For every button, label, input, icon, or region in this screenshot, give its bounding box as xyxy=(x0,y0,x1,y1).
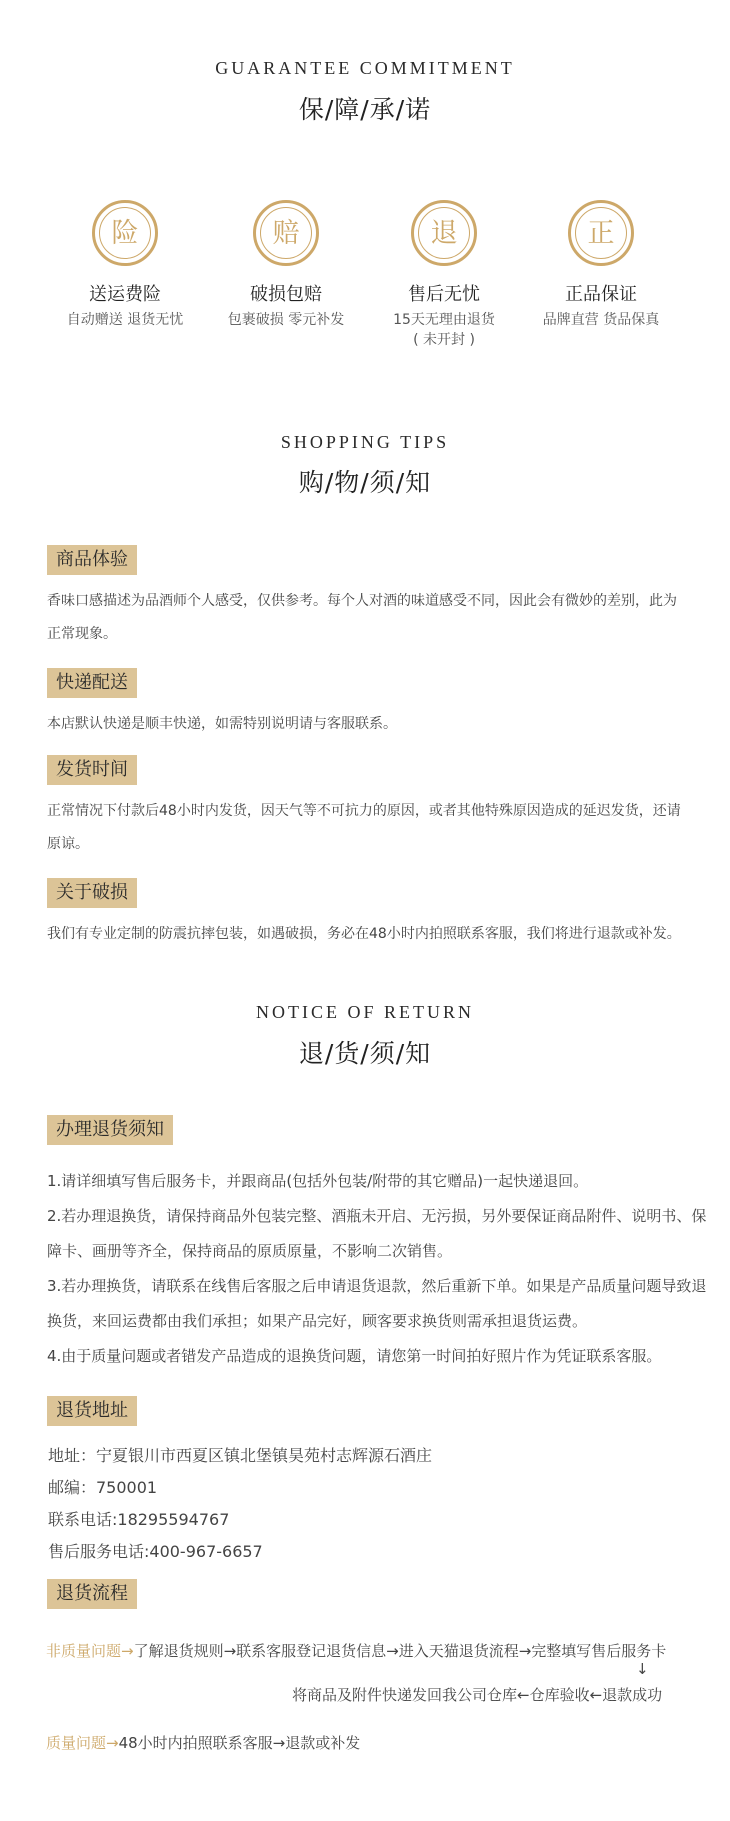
guarantee-item-shipping-insurance xyxy=(45,200,205,330)
guarantee-item-title: 正品保证 xyxy=(565,284,637,305)
tip-text-damage: 我们有专业定制的防震抗摔包装，如遇破损，务必在48小时内拍照联系客服，我们将进行退款或补发。 xyxy=(47,926,681,942)
guarantee-item-after-sales xyxy=(364,200,524,350)
return-flow-tag: 退货流程 xyxy=(47,1579,137,1609)
tip-text-product-experience: 香味口感描述为品酒师个人感受，仅供参考。每个人对酒的味道感受不同，因此会有微妙的差别，此为正常现象。 xyxy=(47,593,677,642)
guarantee-title-cn: 保/障/承/诺 xyxy=(298,95,432,124)
return-flow-quality xyxy=(46,1732,360,1753)
insurance-icon: 险 xyxy=(92,200,158,266)
return-title-en: NOTICE OF RETURN xyxy=(256,1002,474,1022)
return-procedure-item: 3.若办理换货，请联系在线售后客服之后申请退货退款，然后重新下单。如果是产品质量问题导致退换货，来回运费都由我们承担；如果产品完好，顾客要求换货则需承担退货运费。 xyxy=(47,1277,707,1330)
return-procedure-item: 4.由于质量问题或者错发产品造成的退换货问题，请您第一时间拍好照片作为凭证联系客服。 xyxy=(47,1347,662,1365)
guarantee-title-en: GUARANTEE COMMITMENT xyxy=(215,58,515,78)
guarantee-item-authentic xyxy=(521,200,681,330)
return-postcode: 邮编：750001 xyxy=(48,1478,158,1497)
down-arrow-icon: ↓ xyxy=(636,1660,649,1678)
compensation-icon: 赔 xyxy=(253,200,319,266)
return-flow-non-quality-2: 将商品及附件快递发回我公司仓库←仓库验收←退款成功 xyxy=(292,1686,663,1704)
return-address-tag: 退货地址 xyxy=(47,1396,137,1426)
return-flow-non-quality xyxy=(46,1640,666,1661)
return-phone: 联系电话:18295594767 xyxy=(48,1510,230,1529)
tip-tag-product-experience: 商品体验 xyxy=(47,545,137,575)
guarantee-item-desc-note: ( 未开封 ) xyxy=(413,332,475,348)
return-procedure-list xyxy=(47,1164,707,1374)
quality-steps: 48小时内拍照联系客服→退款或补发 xyxy=(118,1734,361,1752)
guarantee-item-desc: 品牌直营 货品保真 xyxy=(542,312,660,328)
guarantee-item-desc: 自动赠送 退货无忧 xyxy=(66,312,184,328)
non-quality-steps: 了解退货规则→联系客服登记退货信息→进入天猫退货流程→完整填写售后服务卡 xyxy=(133,1642,667,1660)
return-icon: 退 xyxy=(411,200,477,266)
tip-tag-damage: 关于破损 xyxy=(47,878,137,908)
guarantee-item-desc: 包裹破损 零元补发 xyxy=(227,312,345,328)
return-service-phone: 售后服务电话:400-967-6657 xyxy=(48,1542,263,1561)
return-address: 地址：宁夏银川市西夏区镇北堡镇昊苑村志辉源石酒庄 xyxy=(48,1446,433,1465)
guarantee-item-title: 售后无忧 xyxy=(408,284,480,305)
tip-tag-delivery: 快递配送 xyxy=(47,668,137,698)
return-procedure-tag: 办理退货须知 xyxy=(47,1115,173,1145)
guarantee-item-damage-compensation xyxy=(206,200,366,330)
guarantee-item-title: 送运费险 xyxy=(89,284,161,305)
guarantee-item-title: 破损包赔 xyxy=(250,284,322,305)
return-procedure-item: 1.请详细填写售后服务卡，并跟商品(包括外包装/附带的其它赠品)一起快递退回。 xyxy=(47,1172,589,1190)
quality-label: 质量问题→ xyxy=(46,1734,119,1752)
shopping-tips-title-cn: 购/物/须/知 xyxy=(298,468,432,497)
shopping-tips-title-en: SHOPPING TIPS xyxy=(280,432,450,452)
tip-text-delivery: 本店默认快递是顺丰快递，如需特别说明请与客服联系。 xyxy=(47,716,397,732)
guarantee-item-desc: 15天无理由退货 xyxy=(393,312,495,328)
return-title-cn: 退/货/须/知 xyxy=(298,1039,432,1068)
authentic-icon: 正 xyxy=(568,200,634,266)
tip-tag-ship-time: 发货时间 xyxy=(47,755,137,785)
return-procedure-item: 2.若办理退换货，请保持商品外包装完整、酒瓶未开启、无污损，另外要保证商品附件、说明书、保障卡、画册等齐全，保持商品的原质原量，不影响二次销售。 xyxy=(47,1207,707,1260)
non-quality-label: 非质量问题→ xyxy=(46,1642,134,1660)
tip-text-ship-time: 正常情况下付款后48小时内发货，因天气等不可抗力的原因，或者其他特殊原因造成的延迟发货，还请原谅。 xyxy=(47,803,681,852)
